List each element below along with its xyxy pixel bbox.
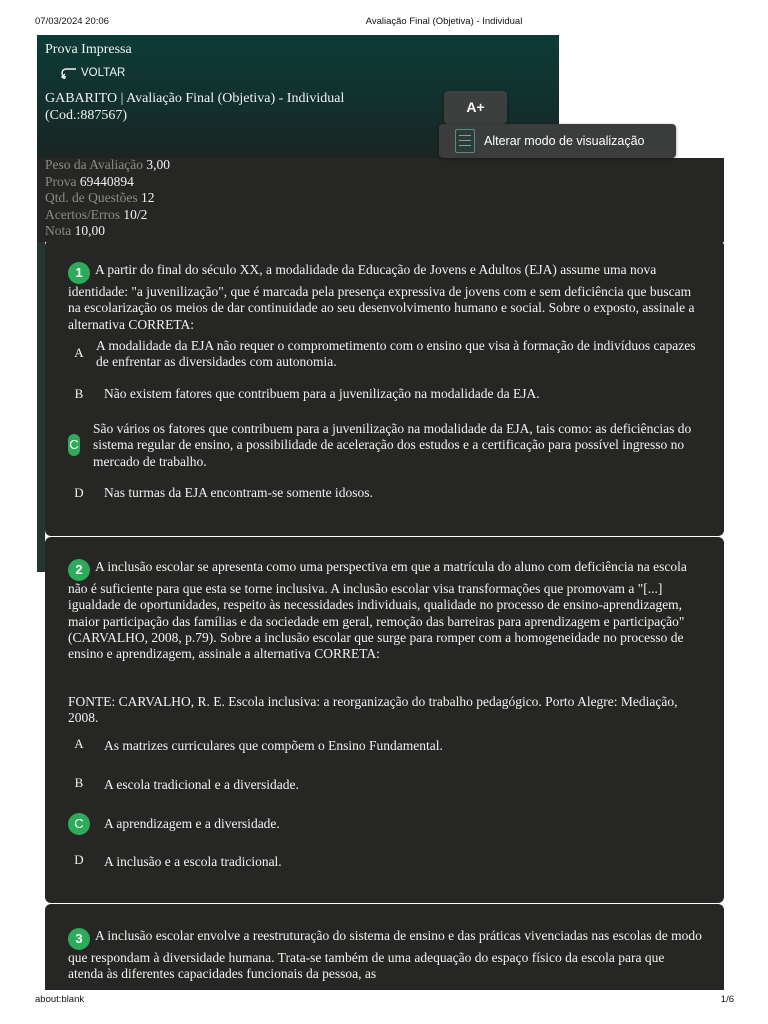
alternative-letter: B <box>74 386 84 401</box>
stat-question-count: Qtd. de Questões 12 <box>45 190 155 205</box>
question-text: 1 A partir do final do século XX, a modalidade da Educação de Jovens e Adultos (EJA) assume uma nova identidade: "a juvenilização", que é marcada pela presença expressiva de jovens com e sem deficiência que buscam na escolarização os meios de dar continuidade ao seu desenvolvimento humano e social. Sobre o exposto, assinale a alternativa CORRETA: <box>68 262 695 332</box>
stat-weight: Peso da Avaliação 3,00 <box>45 157 170 172</box>
question-text: 3 A inclusão escolar envolve a reestruturação do sistema de ensino e das práticas vivenciadas nas escolas de modo que respondam à diversidade humana. Trata-se também de uma adequação do espaço físico da escola para que atenda às diferentes capacidades funcionais da pessoa, as <box>68 928 702 982</box>
back-label: VOLTAR <box>81 67 126 79</box>
alternative-text: A modalidade da EJA não requer o comprometimento com o ensino que visa à formação de indivíduos capazes de enfrentar as diversidades com autonomia. <box>96 338 696 370</box>
alternative-letter: B <box>74 775 84 790</box>
view-mode-label: Alterar modo de visualização <box>484 134 645 148</box>
exam-title: GABARITO | Avaliação Final (Objetiva) - Individual (Cod.:887567) <box>45 91 345 123</box>
alternative-text: A inclusão e a escola tradicional. <box>104 854 282 869</box>
alternative-text: A aprendizagem e a diversidade. <box>104 816 280 831</box>
alternative-letter: A <box>74 345 84 360</box>
alternative-letter: A <box>74 736 84 751</box>
alternative-text: Não existem fatores que contribuem para a juvenilização na modalidade da EJA. <box>104 386 540 401</box>
question-source: FONTE: CARVALHO, R. E. Escola inclusiva: a reorganização do trabalho pedagógico. Porto Alegre: Mediação, 2008. <box>68 694 678 726</box>
stat-exam-id: Prova 69440894 <box>45 173 134 189</box>
question-number-badge: 1 <box>68 262 90 284</box>
alternative-letter: D <box>74 485 84 500</box>
alternative-letter: D <box>74 852 84 867</box>
back-link[interactable] <box>60 67 125 79</box>
question-number-badge: 3 <box>68 928 90 950</box>
return-arrow-icon <box>60 67 78 79</box>
question-number-badge: 2 <box>68 559 90 581</box>
stat-grade: Nota 10,00 <box>45 223 105 238</box>
question-text: 2 A inclusão escolar se apresenta como uma perspectiva em que a matrícula do aluno com deficiência na escola não é suficiente para que esta se torne inclusiva. A inclusão escolar visa transformações que promovam a "[...] igualdade de oportunidades, respeito às necessidades individuais, qualidade no processo de ensino-aprendizagem, maior participação das famílias e da sociedade em geral, remoção das barreiras para aprendizagem e participação" (CARVALHO, 2008, p.79). Sobre a inclusão escolar que surge para romper com a homogeneidade no processo de ensino e aprendizagem, assinale a alternativa CORRETA: <box>68 559 687 662</box>
alternative-text: Nas turmas da EJA encontram-se somente idosos. <box>104 485 373 500</box>
print-datetime: 07/03/2024 20:06 <box>35 16 109 27</box>
view-mode-icon <box>455 129 475 153</box>
print-url: about:blank <box>35 994 85 1005</box>
increase-font-button[interactable]: A+ <box>444 91 507 124</box>
print-page-number: 1/6 <box>720 994 734 1005</box>
app-title: Prova Impressa <box>45 42 132 57</box>
alternative-text: A escola tradicional e a diversidade. <box>104 777 299 792</box>
print-doc-title: Avaliação Final (Objetiva) - Individual <box>365 16 523 27</box>
alternative-text: São vários os fatores que contribuem para a juvenilização na modalidade da EJA, tais como: as deficiências do sistema regular de ensino, a possibilidade de aceleração dos estudos e a certificação para possível ingresso no mercado de trabalho. <box>93 421 692 469</box>
correct-answer-badge: C <box>68 434 80 456</box>
print-footer <box>0 994 768 1008</box>
question-card <box>45 537 724 903</box>
print-header <box>0 16 768 30</box>
correct-answer-badge: C <box>68 813 90 835</box>
stat-hits-misses: Acertos/Erros 10/2 <box>45 206 148 222</box>
alternative-text: As matrizes curriculares que compõem o Ensino Fundamental. <box>104 738 443 753</box>
view-mode-button[interactable] <box>439 124 676 158</box>
exam-stats <box>45 157 170 240</box>
question-card <box>45 904 724 990</box>
question-card <box>45 240 724 536</box>
